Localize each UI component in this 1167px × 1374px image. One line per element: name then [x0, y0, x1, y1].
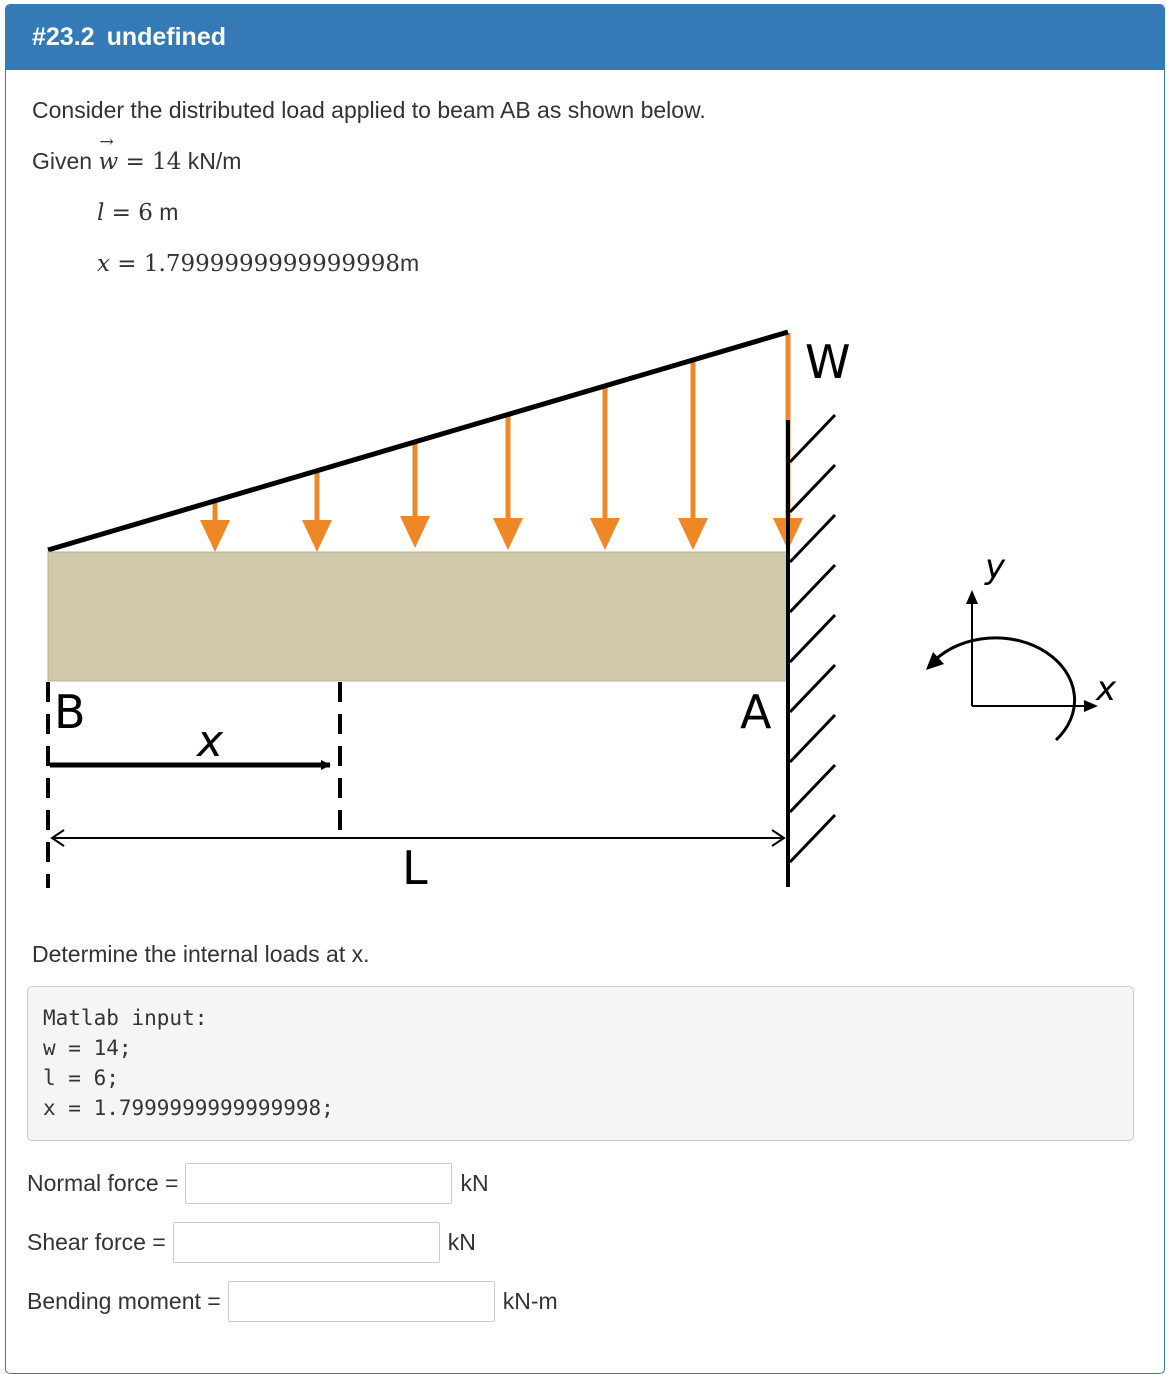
beam [48, 552, 788, 681]
matlab-line: w = 14; [43, 1036, 132, 1060]
label-w: W [805, 335, 851, 389]
x-value: 1.7999999999999998 [143, 251, 400, 277]
given-l-line: l = 6 m [97, 199, 179, 226]
coordinate-system-icon [926, 547, 1117, 740]
l-unit: m [159, 199, 179, 225]
l-value: 6 [138, 200, 153, 226]
l-symbol: l [97, 200, 105, 226]
label-l: L [402, 841, 428, 895]
w-value: 14 [152, 149, 182, 175]
shear-force-label: Shear force = [27, 1229, 166, 1255]
matlab-line: Matlab input: [43, 1006, 208, 1030]
matlab-line: x = 1.7999999999999998; [43, 1096, 334, 1120]
bending-moment-unit: kN-m [502, 1288, 558, 1314]
normal-force-input[interactable] [185, 1163, 452, 1204]
load-arrow [200, 500, 230, 552]
shear-force-input[interactable] [173, 1222, 440, 1263]
load-arrow [493, 415, 523, 550]
load-arrow [678, 361, 708, 550]
label-a: A [740, 685, 772, 739]
axis-label-x: x [1096, 669, 1117, 709]
given-label: Given [32, 148, 93, 174]
shear-force-row [27, 1222, 476, 1263]
normal-force-row [27, 1163, 489, 1204]
fixed-wall [788, 415, 835, 887]
w-symbol: → w [98, 149, 118, 175]
given-x-line: x = 1.7999999999999998m [97, 250, 420, 277]
load-arrows [200, 333, 803, 552]
w-unit: kN/m [187, 148, 242, 174]
axis-label-y: y [985, 547, 1006, 587]
x-unit: m [399, 250, 420, 276]
load-arrow [590, 386, 620, 550]
matlab-input-box [27, 986, 1134, 1141]
x-symbol: x [97, 251, 110, 277]
label-x: x [197, 716, 224, 767]
bending-moment-row [27, 1281, 558, 1322]
question-title: undefined [106, 23, 226, 51]
matlab-line: l = 6; [43, 1066, 119, 1090]
normal-force-label: Normal force = [27, 1170, 179, 1196]
bending-moment-input[interactable] [228, 1281, 495, 1322]
question-number: #23.2 [32, 23, 95, 51]
given-w-line: Given → w = 14 kN/m [32, 148, 241, 175]
question-text: Determine the internal loads at x. [32, 941, 370, 967]
bending-moment-label: Bending moment = [27, 1288, 221, 1314]
load-arrow [302, 470, 332, 552]
load-arrow [400, 442, 430, 548]
intro-text: Consider the distributed load applied to beam AB as shown below. [32, 97, 706, 123]
normal-force-unit: kN [460, 1170, 489, 1196]
label-b: B [54, 685, 86, 739]
shear-force-unit: kN [447, 1229, 476, 1255]
